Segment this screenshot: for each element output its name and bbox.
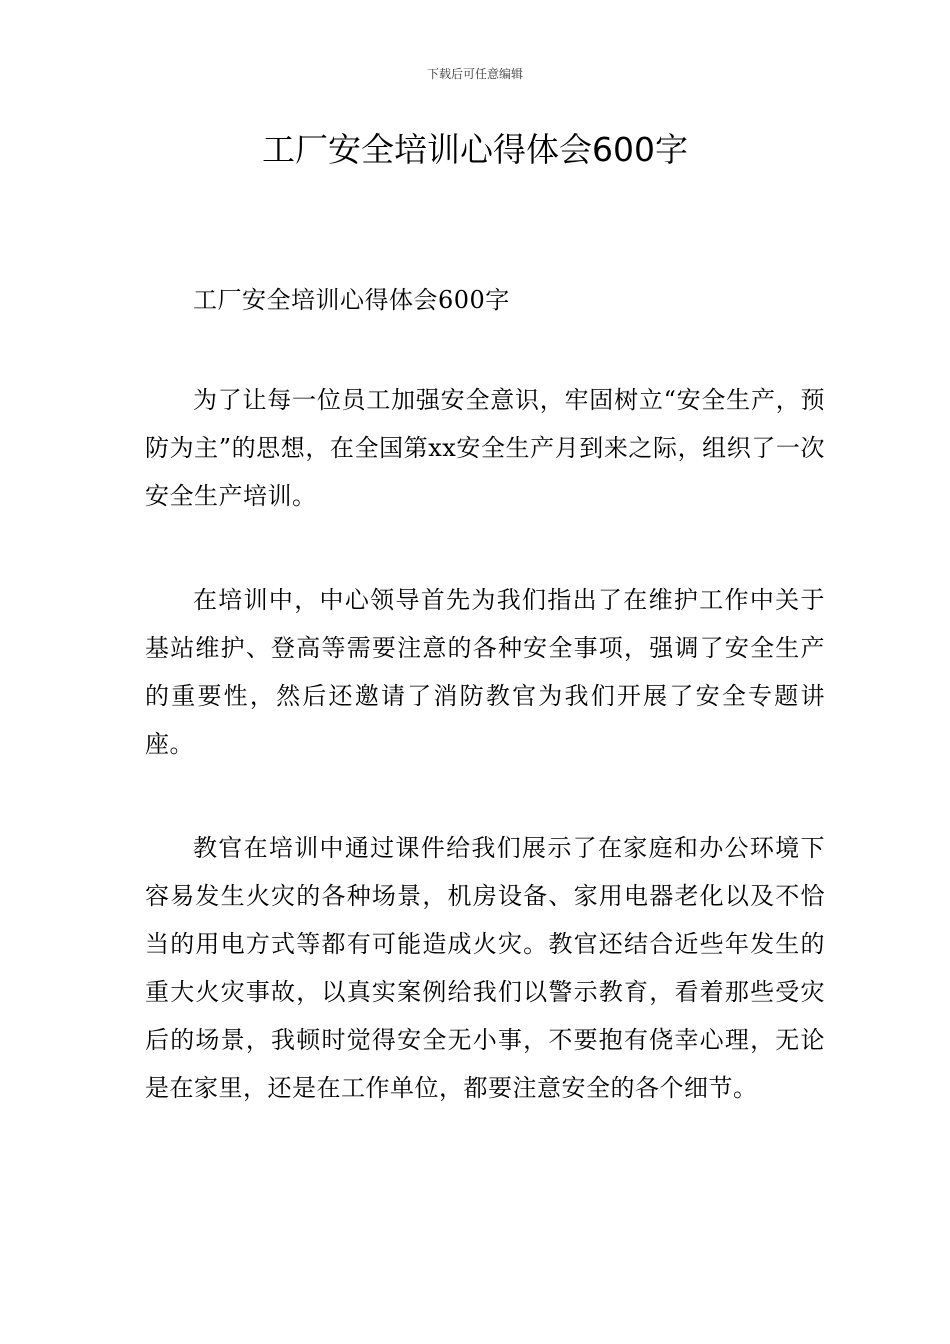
paragraph-3: 教官在培训中通过课件给我们展示了在家庭和办公环境下容易发生火灾的各种场景，机房设备、家用电器老化以及不恰当的用电方式等都有可能造成火灾。教官还结合近些年发生的重大火灾事故，以真实案例给我们以警示教育，看着那些受灾后的场景，我顿时觉得安全无小事，不要抱有侥幸心理，无论是在家里，还是在工作单位，都要注意安全的各个细节。 <box>145 834 825 1102</box>
document-title: 工厂安全培训心得体会600字 <box>262 130 688 169</box>
header-note: 下载后可任意编辑 <box>426 67 523 81</box>
paragraph-2: 在培训中，中心领导首先为我们指出了在维护工作中关于基站维护、登高等需要注意的各种安全事项，强调了安全生产的重要性，然后还邀请了消防教官为我们开展了安全专题讲座。 <box>145 586 825 758</box>
paragraph-subtitle: 工厂安全培训心得体会600字 <box>193 286 510 314</box>
paragraph-1: 为了让每一位员工加强安全意识，牢固树立“安全生产，预防为主”的思想，在全国第xx安全生产月到来之际，组织了一次安全生产培训。 <box>145 386 825 510</box>
